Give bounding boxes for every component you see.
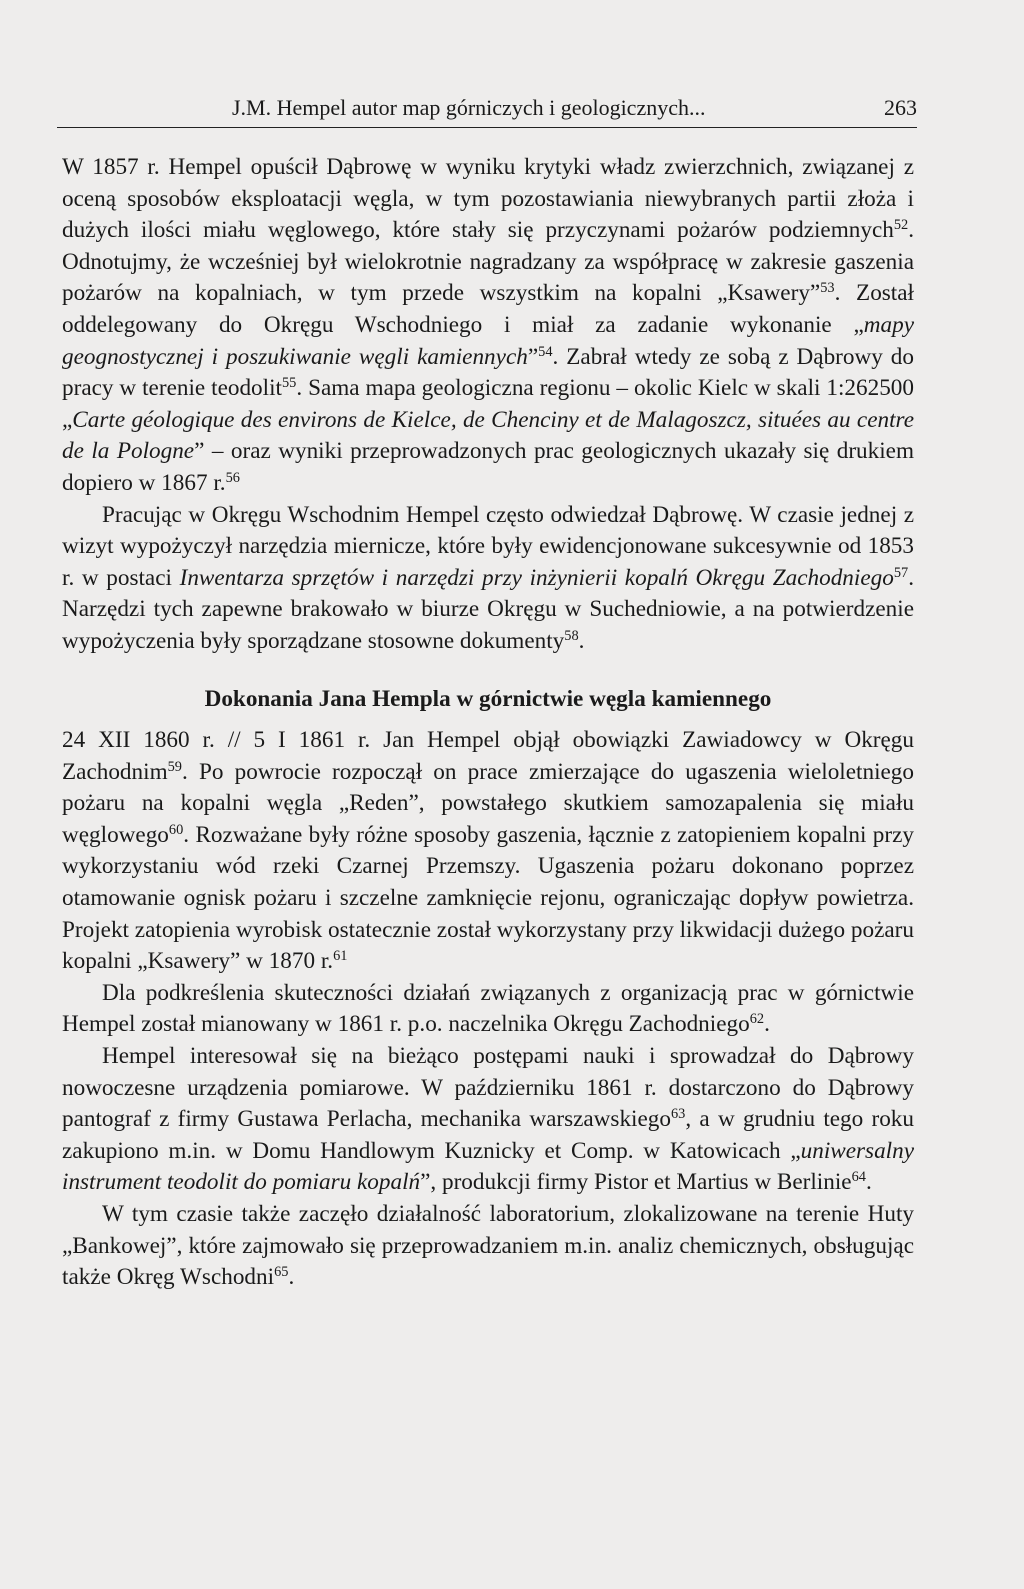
footnote-ref-53: 53 (820, 280, 835, 297)
footnote-ref-56: 56 (225, 470, 240, 487)
footnote-ref-52: 52 (893, 217, 909, 234)
paragraph-4: Dla podkreślenia skuteczności działań związanych z organizacją prac w górnictwie Hempel został mianowany w 1861 r. p.o. naczelnika Okręgu Zachodniego$^{62}$. (62, 979, 914, 1038)
footnote-ref-59: 59 (167, 758, 182, 775)
footnote-ref-55: 55 (281, 375, 297, 392)
footnote-ref-61: 61 (333, 948, 348, 965)
body-text (62, 152, 914, 1294)
page-number: 263 (884, 95, 917, 120)
footnote-ref-64: 64 (851, 1169, 866, 1186)
paragraph-6: W tym czasie także zaczęło działalność laboratorium, zlokalizowane na terenie Huty „Bankowej”, które zajmowało się przeprowadzaniem m.in. analiz chemicznych, obsługując także Okręg Wschodni$^{65}$. (62, 1201, 914, 1291)
section-heading: Dokonania Jana Hempla w górnictwie węgla kamiennego (204, 685, 772, 712)
footnote-ref-65: 65 (274, 1264, 289, 1281)
running-title: J.M. Hempel autor map górniczych i geologicznych... (232, 95, 706, 120)
footnote-ref-57: 57 (893, 564, 909, 581)
italic-title-map: mapy geognostycznej i poszukiwanie węgli kamiennych (62, 311, 914, 370)
paragraph-1: W 1857 r. Hempel opuścił Dąbrowę w wyniku krytyki władz zwierzchnich, związanej z oceną sposobów eksploatacji węgla, w tym pozostawiania niewybranych partii złoża i dużych ilości miału węglowego, które stały się przyczynami pożarów podziemnych$^{52}$. Odnotujmy, że wcześniej był wielokrotnie nagradzany za współpracę w zakresie gaszenia pożarów na kopalniach, w tym przede wszystkim na kopalni „Ksawery”$^{53}$. Został oddelegowany do Okręgu Wschodniego i miał za zadanie wykonanie „mapy geognostycznej i poszukiwanie węgli kamiennych”$^{54}$. Zabrał wtedy ze sobą z Dąbrowy do pracy w terenie teodolit$^{55}$. Sama mapa geologiczna regionu – okolic Kielc w skali 1:262500 „Carte géologique des environs de Kielce, de Chenciny et de Malagoszcz, situées au centre de la Pologne” – oraz wyniki przeprowadzonych prac geologicznych ukazały się drukiem dopiero w 1867 r.$^{56}$ (62, 154, 915, 496)
running-head (57, 93, 917, 128)
footnote-ref-60: 60 (168, 821, 184, 838)
paragraph-3: 24 XII 1860 r. // 5 I 1861 r. Jan Hempel objął obowiązki Zawiadowcy w Okręgu Zachodnim$^{59}$. Po powrocie rozpoczął on prace zmierzające do ugaszenia wieloletniego pożaru na kopalni węgla „Reden”, powstałego skutkiem samozapalenia się miału węglowego$^{60}$. Rozważane były różne sposoby gaszenia, łącznie z zatopieniem kopalni przy wykorzystaniu wód rzeki Czarnej Przemszy. Ugaszenia pożaru dokonano poprzez otamowanie ognisk pożaru i szczelne zamknięcie rejonu, ograniczając dopływ powietrza. Projekt zatopienia wyrobisk ostatecznie został wykorzystany przy likwidacji dużego pożaru kopalni „Ksawery” w 1870 r.$^{61}$ (62, 727, 914, 975)
italic-title-theodolite: uniwersalny instrument teodolit do pomiaru kopalń (62, 1137, 914, 1196)
italic-title-carte: Carte géologique des environs de Kielce, de Chenciny et de Malagoszcz, situées au centre de la Pologne (62, 406, 914, 465)
footnote-ref-62: 62 (749, 1011, 765, 1028)
italic-title-inventory: Inwentarza sprzętów i narzędzi przy inżynierii kopalń Okręgu Zachodniego (179, 564, 894, 591)
footnote-ref-54: 54 (538, 343, 553, 360)
paragraph-5: Hempel interesował się na bieżąco postępami nauki i sprowadzał do Dąbrowy nowoczesne urządzenia pomiarowe. W październiku 1861 r. dostarczono do Dąbrowy pantograf z firmy Gustawa Perlacha, mechanika warszawskiego$^{63}$, a w grudniu tego roku zakupiono m.in. w Domu Handlowym Kuznicky et Comp. w Katowicach „uniwersalny instrument teodolit do pomiaru kopalń”, produkcji firmy Pistor et Martius w Berlinie$^{64}$. (62, 1043, 914, 1196)
footnote-ref-63: 63 (670, 1106, 686, 1123)
paragraph-2: Pracując w Okręgu Wschodnim Hempel często odwiedzał Dąbrowę. W czasie jednej z wizyt wypożyczył narzędzia miernicze, które były ewidencjonowane sukcesywnie od 1853 r. w postaci Inwentarza sprzętów i narzędzi przy inżynierii kopalń Okręgu Zachodniego$^{57}$. Narzędzi tych zapewne brakowało w biurze Okręgu w Suchedniowie, a na potwierdzenie wypożyczenia były sporządzane stosowne dokumenty$^{58}$. (62, 501, 914, 654)
footnote-ref-58: 58 (564, 628, 579, 644)
